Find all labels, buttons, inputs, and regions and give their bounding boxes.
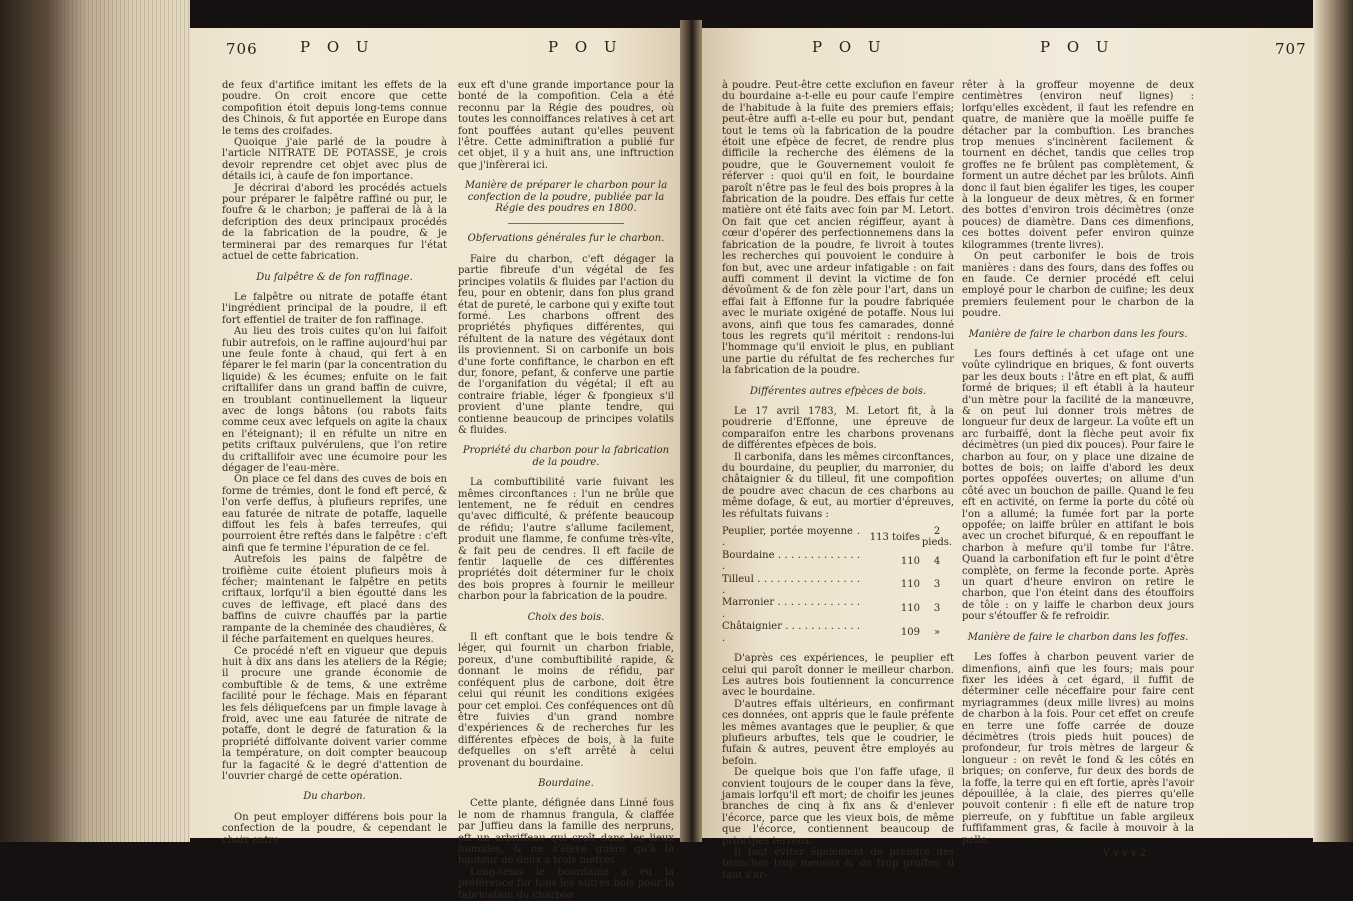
paragraph: Le 17 avril 1783, M. Letort fit, à la poudrerie d'Effonne, une épreuve de comparaifon entre les charbons provenans de différentes efpèces de bois. (722, 405, 954, 452)
table-cell-extra: 3 (933, 579, 941, 591)
paragraph: rêter à la groffeur moyenne de deux centimètres (environ neuf lignes) : lorfqu'elles excèdent, il faut les refendre en quatre, de manière que la moëlle puiffe fe détacher par la combuftion. Les branches trop menues s'incinèrent facilement & tournent en déchet, tandis que celles trop groffes ne fe brûlent pas complètement, & forment un autre déchet par les brûlots. Ainfi donc il faut bien égalifer les tiges, les couper à la longueur de deux mètres, & en former des bottes d'environ trois décimètres (onze pouces) de diamètre. Dans ces dimenfions, ces bottes doivent pefer environ quinze kilogrammes (trente livres). (962, 80, 1194, 251)
paragraph: On place ce fel dans des cuves de bois en forme de trémies, dont le fond eft percé, & l'on verfe deffus, à plufieurs reprifes, une eau faturée de nitrate de potaffe, laquelle diffout les fels à bafes terreufes, qui pourroient être reftés dans le falpêtre : c'eft ainfi que fe termine l'épuration de ce fel. (222, 474, 447, 554)
book-gutter (680, 20, 702, 842)
paragraph: Je décrirai d'abord les procédés actuels pour préparer le falpêtre raffiné ou pur, le foufre & le charbon; je pafferai de là à la defcription des deux principaux procédés de la fabrication de la poudre, & je terminerai par des remarques fur l'état actuel de cette fabrication. (222, 182, 447, 263)
paragraph: eux eft d'une grande importance pour la bonté de la compofition. Cela a été reconnu par la Régie des poudres, où toutes les connoiffances relatives à cet art font pouffées autant qu'elles peuvent l'être. Cette adminiftration a publié fur cet objet, il y a huit ans, une inftruction que j'infèrerai ici. (458, 80, 674, 171)
table-cell-label: Bourdaine . . . . . . . . . . . . . . (722, 549, 860, 573)
results-table (722, 526, 954, 645)
table-row (722, 550, 954, 574)
paragraph: Ce procédé n'eft en vigueur que depuis huit à dix ans dans les ateliers de la Régie; il procure une grande économie de combuftible & de tems, & une extrême facilité pour le féchage. Mais en féparant les fels déliquefcens par un fimple lavage à froid, avec une eau faturée de nitrate de potaffe, dont le degré de faturation & la propriété diffolvante doivent varier comme la température, on doit compter beaucoup fur la fagacité & le degré d'attention de l'ouvrier chargé de cette opération. (222, 645, 447, 782)
section-heading: Choix des bois. (527, 611, 605, 623)
paragraph: Le falpêtre ou nitrate de potaffe étant l'ingrédient principal de la poudre, il eft fort effentiel de traiter de fon raffinage. (222, 291, 447, 326)
paragraph: Les fours deftinés à cet ufage ont une voûte cylindrique en briques, & font ouverts par les deux bouts : l'âtre en eft plat, & auffi formé de briques; il eft établi à la hauteur d'un mètre pour la facilité de la manœuvre, & on peut lui donner trois mètres de longueur fur deux de largeur. La voûte eft un arc furbaiffé, dont la flèche peut avoir fix décimètres (un pied dix pouces). Pour faire le charbon au four, on y place une dizaine de bottes de bois; on laiffe d'abord les deux portes oppofées ouvertes; on allume d'un côté avec un bouchon de paille. Quand le feu eft en activité, on ferme la porte du côté où l'on a allumé; la fumée fort par la porte oppofée; on laiffe brûler en attifant le bois avec un crochet bifurqué, & en repouffant le charbon à mefure qu'il tombe fur l'âtre. Quand la carbonifation eft fur le point d'être complète, on ferme la feconde porte. Après un quart d'heure environ on retire le charbon, que l'on éteint dans des étouffoirs de tôle : on y laiffe le charbon deux jours pour s'étouffer & fe refroidir. (962, 348, 1194, 623)
section-heading: Manière de faire le charbon dans les foffes. (967, 631, 1189, 643)
paragraph: On peut employer différens bois pour la confection de la poudre, & cependant le choix entre (222, 811, 447, 846)
paragraph: D'après ces expériences, le peuplier eft celui qui paroît donner le meilleur charbon. Les autres bois foutiennent la concurrence avec le bourdaine. (722, 653, 954, 699)
section-heading: Du charbon. (303, 791, 366, 803)
paragraph: Quoique j'aie parlé de la poudre à l'article NITRATE DE POTASSE, je crois devoir reprendre cet objet avec plus de détails ici, à caufe de fon importance. (222, 137, 447, 183)
paragraph: Il carbonifa, dans les mêmes circonftances, du bourdaine, du peuplier, du marronier, du châtaignier & du tilleul, fit une compofition de poudre avec chacun de ces charbons au même dofage, & eut, au mortier d'épreuves, les réfultats fuivans : (722, 451, 954, 520)
column-1 (222, 80, 447, 846)
section-heading: Du falpêtre & de fon raffinage. (256, 271, 413, 283)
table-cell-value: 110 (900, 555, 920, 567)
table-cell-extra: 4 (933, 555, 941, 567)
paragraph: Au lieu des trois cuites qu'on lui faifoit fubir autrefois, on le raffine aujourd'hui par une feule fonte à chaud, qui fert à en féparer le fel marin (par la concentration du liquide) & les écumes; enfuite on le fait criftallifer dans un grand baffin de cuivre, en troublant continuellement la liqueur avec de longs bâtons (ou rabots faits comme ceux avec lefquels on agite la chaux en l'éteignant); il en réfulte un nitre en petits criftaux pulvérulens, que l'on retire du criftallifoir avec une écumoire pour les dégager de l'eau-mère. (222, 326, 448, 474)
column-3 (722, 80, 954, 881)
table-cell-label: Marronier . . . . . . . . . . . . . . (722, 597, 860, 620)
running-head-right-1: P O U (812, 38, 887, 56)
section-heading: Obfervations générales fur le charbon. (467, 233, 665, 245)
table-cell-label: Châtaignier . . . . . . . . . . . . . (722, 621, 860, 644)
paragraph: de feux d'artifice imitant les effets de la poudre. On croit encore que cette compofition étoit depuis long-tems connue des Chinois, & fut apportée en Europe dans le tems des croifades. (222, 80, 447, 137)
paragraph: Autrefois les pains de falpêtre de troifième cuite étoient plufieurs mois à fécher; maintenant le falpêtre en petits criftaux, lorfqu'il a bien égoutté dans les cuves de leffivage, eft placé dans des baffins de cuivre chauffés par la partie rampante de la cheminée des chaudières, & il féche parfaitement en quelques heures. (222, 554, 447, 646)
paragraph: Cette plante, défignée dans Linné fous le nom de rhamnus frangula, & claffée par Juffieu dans la famille des nerpruns, eft un arbriffeau qui croît dans les lieux humides, & ne s'élève guère qu'à la hauteur de deux à trois mètres. (458, 798, 674, 867)
table-cell-extra: 2 pieds. (921, 526, 953, 549)
paragraph: On peut carbonifer le bois de trois manières : dans des fours, dans des foffes ou en faude. Ce dernier procédé eft celui employé pour le charbon de cuifine; les deux premiers feulement pour le charbon de la poudre. (962, 251, 1194, 320)
table-cell-label: Peuplier, portée moyenne . . (722, 526, 860, 549)
page-number-right: 707 (1275, 40, 1307, 58)
table-cell-value: 109 (900, 626, 920, 638)
table-cell-extra: 3 (933, 603, 941, 615)
section-heading: Manière de préparer le charbon pour la confection de la poudre, publiée par la Régie des poudres en 1800. (464, 180, 668, 215)
table-cell-value: 110 (900, 579, 920, 591)
column-2 (458, 80, 674, 901)
running-head-left-1: P O U (300, 38, 375, 56)
table-cell-extra: » (933, 626, 941, 638)
paragraph: Il eft conftant que le bois tendre & léger, qui fournit un charbon friable, poreux, d'une combuftibilité rapide, & donnant le moins de réfidu, par conféquent plus de carbone, doit être celui qui réunit les conditions exigées pour cet emploi. Ces conféquences ont dû être fuivies d'un grand nombre d'expériences & de recherches fur les différentes efpèces de bois, à la fuite defquelles on s'eft arrêté à celui provenant du bourdaine. (458, 632, 674, 769)
signature-mark: V v v v 2 (1102, 848, 1146, 859)
page-stack-left-edge (0, 0, 190, 842)
column-4 (962, 80, 1194, 859)
section-heading: Différentes autres efpèces de bois. (749, 385, 927, 397)
paragraph: La combuftibilité varie fuivant les mêmes circonftances : l'un ne brûle que lentement, ne fe réduit en cendres qu'avec difficulté, & préfente beaucoup de réfidu; l'autre s'allume facilement, produit une flamme, fe confume très-vîte, & fait peu de cendres. Il eft facile de fentir laquelle de ces différentes propriétés doit déterminer fur le choix des bois propres à fournir le meilleur charbon pour la fabrication de la poudre. (458, 477, 674, 603)
running-head-right-2: P O U (1040, 38, 1115, 56)
paragraph: D'autres effais ultérieurs, en confirmant ces données, ont appris que le faule préfente les mêmes avantages que le peuplier, & que plufieurs arbuftes, tels que le coudrier, le fufain & autres, peuvent être employés au befoin. (722, 698, 954, 767)
section-heading: Propriété du charbon pour la fabrication de la poudre. (462, 445, 670, 468)
divider (508, 223, 624, 224)
table-row (722, 597, 954, 621)
table-row (722, 574, 954, 598)
page-number-left: 706 (226, 40, 258, 58)
paragraph: Les foffes à charbon peuvent varier de dimenfions, ainfi que les fours; mais pour fixer les idées à cet égard, il fuffit de déterminer celle néceffaire pour faire cent myriagrammes (deux mille livres) au moins de charbon à la fois. Pour cet effet on creufe en terre une foffe carrée de douze décimètres (trois pieds huit pouces) de profondeur, fur trois mètres de largeur & longueur : on revêt le fond & les côtés en briques; on conferve, fur deux des bords de la foffe, la terre qui en eft fortie, après l'avoir dépouillée, à la claie, des pierres qu'elle pouvoit contenir : fi elle eft de nature trop pierreufe, on y fubftitue un fable argileux fuffifamment gras, & facile à mouvoir à la pelle. (962, 652, 1194, 846)
section-heading: Bourdaine. (538, 777, 594, 789)
table-cell-value: 110 (900, 603, 920, 615)
paragraph: De quelque bois que l'on faffe ufage, il convient toujours de le couper dans la fève, jamais lorfqu'il eft mort; de choifir les jeunes branches de cinq à fix ans & d'enlever l'écorce, parce que les vieux bois, de même que l'écorce, contiennent beaucoup de principes terreux. (722, 767, 954, 847)
table-cell-value: 113 toifes (869, 531, 920, 543)
table-cell-label: Tilleul . . . . . . . . . . . . . . . . . (722, 573, 860, 597)
table-row (722, 526, 954, 550)
page-stack-right-edge (1313, 0, 1353, 842)
paragraph: à poudre. Peut-être cette exclufion en faveur du bourdaine a-t-elle eu pour caufe l'empire de l'habitude à la fuite des premiers effais; peut-être auffi a-t-elle eu pour but, pendant tout le tems où la fabrication de la poudre étoit une efpèce de fecret, de rendre plus difficile la recherche des élémens de la poudre, que le Gouvernement vouloit fe réferver : quoi qu'il en foit, le bourdaine paroît n'être pas le feul des bois propres à la fabrication de la poudre. Des effais fur cette matière ont été faits avec foin par M. Letort. On fait que cet ancien régiffeur, ayant à cœur d'opérer des perfectionnemens dans la fabrication de la poudre, fe livroit à toutes les recherches qui pouvoient le conduire à fon but, avec une ardeur infatigable : on fait auffi comment il devint la victime de fon dévoûment & de fon zèle pour l'art, dans un effai fait à Effonne fur la poudre fabriquée avec le muriate oxigéné de potaffe. Nous lui avons, ainfi que tous fes camarades, donné tous les regrets qu'il méritoit : rendons-lui l'hommage qu'il envioit le plus, en publiant une partie du réfultat de fes recherches fur la fabrication de la poudre. (722, 80, 954, 377)
running-head-left-2: P O U (548, 38, 623, 56)
section-heading: Manière de faire le charbon dans les fours. (968, 328, 1188, 340)
table-row (722, 621, 954, 645)
paragraph: Il faut éviter également de prendre des branches trop menues & de trop groffes; il faut s'ar- (722, 847, 954, 881)
paragraph: Long-tems le bourdaine a eu la préférence fur tous les autres bois pour la fabrication du charbon (458, 866, 674, 901)
paragraph: Faire du charbon, c'eft dégager la partie fibreufe d'un végétal de fes principes volatils & fluides par l'action du feu, pour en obtenir, dans fon plus grand état de pureté, le carbone qui y exifte tout formé. Les charbons offrent des propriétés phyfiques différentes, qui réfultent de la nature des végétaux dont ils proviennent. Si on carbonife un bois d'une forte confiftance, le charbon en eft dur, fonore, pefant, & conferve une partie de l'organifation du végétal; il eft au contraire friable, léger & fpongieux s'il provient d'une plante tendre, qui contienne beaucoup de principes volatils & fluides. (458, 253, 674, 436)
